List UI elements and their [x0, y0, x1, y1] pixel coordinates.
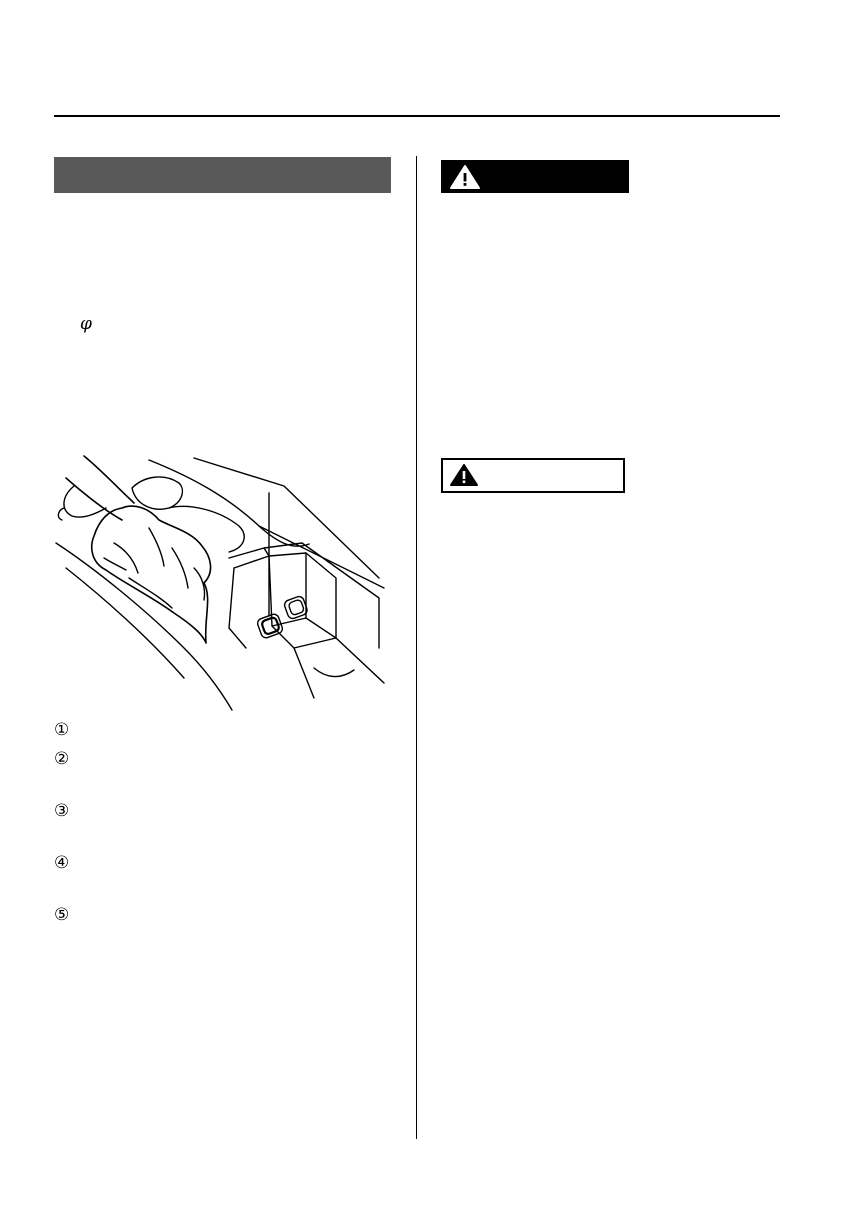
callout-2: ② [54, 749, 70, 769]
callout-5: ⑤ [54, 905, 70, 925]
section-heading-bar [54, 157, 391, 193]
warning-triangle-icon [449, 164, 481, 190]
column-divider [416, 156, 417, 1139]
callout-1: ① [54, 720, 70, 740]
console-cleaning-illustration [54, 448, 394, 713]
caution-label-box [441, 458, 625, 493]
callout-3: ③ [54, 801, 70, 821]
callout-4: ④ [54, 853, 70, 873]
warning-label-box [441, 160, 629, 193]
diameter-symbol: φ [80, 314, 92, 334]
warning-triangle-icon [449, 463, 479, 487]
header-rule [54, 115, 780, 117]
